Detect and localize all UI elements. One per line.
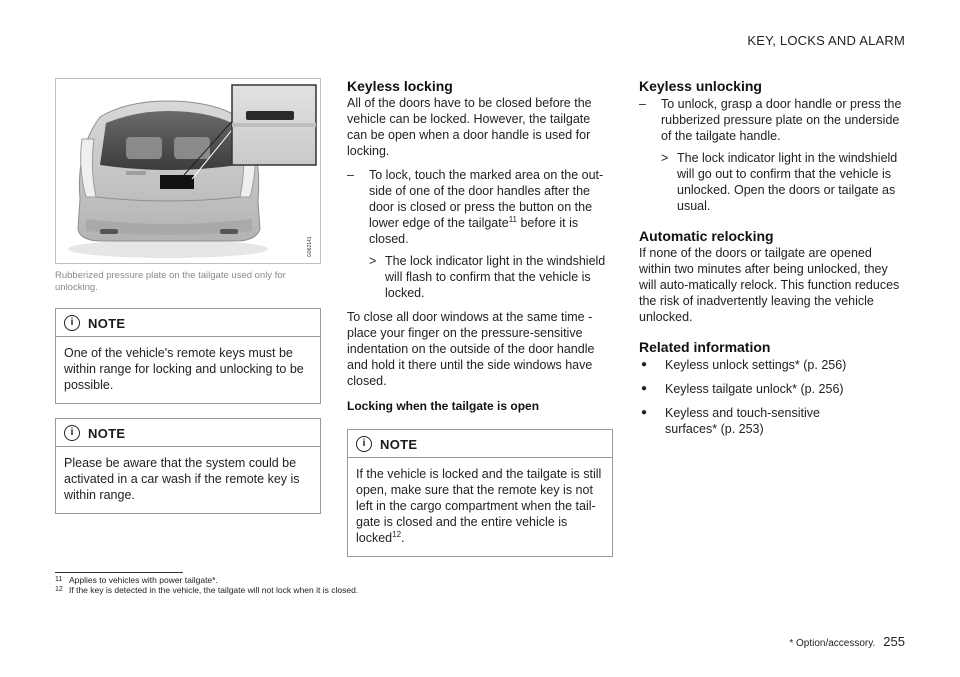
related-link-2[interactable] (639, 381, 905, 397)
step-text-b: before it is closed. (369, 216, 579, 246)
page-footer (789, 634, 905, 649)
page-number: 255 (883, 634, 905, 649)
dash-marker: – (347, 168, 354, 182)
note-text-end: . (401, 531, 405, 545)
footnote-ref-12: 12 (392, 529, 402, 539)
running-header: KEY, LOCKS AND ALARM (747, 33, 905, 48)
related-link-1[interactable] (639, 357, 905, 373)
auto-relocking-text: If none of the doors or tailgate are opened within two minutes after being unlocked, they will auto-matically relock. This function reduces the risk of inadvertently leaving the vehicle unlocked. (639, 246, 900, 324)
section-title-keyless-unlocking: Keyless unlocking (639, 78, 762, 94)
related-link-text[interactable]: Keyless and touch-sensitive surfaces* (p. 253) (665, 406, 820, 436)
footnote-text: Applies to vehicles with power tailgate*. (69, 575, 218, 585)
footnote-number: 11 (55, 576, 63, 583)
result-item (661, 150, 905, 214)
result-marker: > (661, 151, 669, 165)
section-title-keyless-locking: Keyless locking (347, 78, 453, 94)
section-title-auto-relocking: Automatic relocking (639, 228, 774, 244)
note-box-2 (55, 418, 321, 514)
option-accessory-note: * Option/accessory. (789, 638, 876, 649)
column-right (639, 78, 905, 437)
related-link-3[interactable] (639, 405, 905, 437)
note-box-3 (347, 429, 613, 557)
note-text-main: If the vehicle is locked and the tailgate is still open, make sure that the remote key is not left in the cargo compartment when the tail-gate is closed and the entire vehicle is locked (356, 467, 602, 545)
related-link-text[interactable]: Keyless tailgate unlock* (p. 256) (665, 382, 844, 396)
bullet-marker: ● (641, 359, 648, 370)
footnote-text: If the key is detected in the vehicle, the tailgate will not lock when it is closed. (69, 585, 359, 595)
note-text (348, 458, 612, 546)
info-icon: i (64, 425, 80, 441)
windows-text: To close all door windows at the same time - place your finger on the pressure-sensitive indentation on the outside of the door handle and hold it there until the side windows have closed. (347, 310, 595, 388)
note-label: NOTE (88, 315, 126, 331)
note-label: NOTE (380, 436, 418, 452)
footnote-number: 12 (55, 586, 63, 593)
result-marker: > (369, 254, 377, 268)
info-icon: i (64, 315, 80, 331)
note-header (348, 430, 612, 458)
footnotes (55, 575, 915, 595)
footnote-ref-11: 11 (508, 214, 517, 224)
tailgate-illustration (55, 78, 321, 264)
note-text: Please be aware that the system could be activated in a car wash if the remote key is within range. (64, 456, 300, 502)
note-header (56, 309, 320, 337)
note-label: NOTE (88, 425, 126, 441)
step-text (369, 167, 613, 247)
step-item (639, 96, 905, 144)
figure-code: G062141 (307, 236, 313, 257)
note-header (56, 419, 320, 447)
subheading-tailgate-open: Locking when the tailgate is open (347, 399, 540, 413)
note-text: One of the vehicle's remote keys must be within range for locking and unlocking to be possible. (64, 346, 304, 392)
bullet-marker: ● (641, 407, 648, 418)
figure-caption: Rubberized pressure plate on the tailgate used only for unlocking. (55, 270, 286, 293)
dash-marker: – (639, 97, 646, 111)
section-title-related: Related information (639, 339, 771, 355)
result-text: The lock indicator light in the windshield will flash to confirm that the vehicle is locked. (385, 254, 606, 300)
footnote-11 (55, 575, 915, 585)
step-text-a: To lock, touch the marked area on the out-side of one of the door handles after the door is closed or press the button on the lower edge of the tailgate (369, 168, 604, 230)
footnote-divider (55, 572, 183, 573)
info-icon: i (356, 436, 372, 452)
step-text: To unlock, grasp a door handle or press the rubberized pressure plate on the underside of the tailgate handle. (661, 97, 902, 143)
result-text: The lock indicator light in the windshield will go out to confirm that the vehicle is unlocked. Open the doors or tailgate as usual. (677, 151, 898, 213)
column-left (55, 78, 321, 514)
result-item (369, 253, 613, 301)
keyless-locking-intro: All of the doors have to be closed before the vehicle can be locked. However, the tailgate can be open when a door handle is used for locking. (347, 96, 592, 158)
related-link-text[interactable]: Keyless unlock settings* (p. 256) (665, 358, 847, 372)
step-item (347, 167, 613, 247)
note-box-1 (55, 308, 321, 404)
car-rear-drawing (56, 79, 320, 263)
bullet-marker: ● (641, 383, 648, 394)
footnote-12 (55, 585, 915, 595)
column-middle (347, 78, 613, 557)
